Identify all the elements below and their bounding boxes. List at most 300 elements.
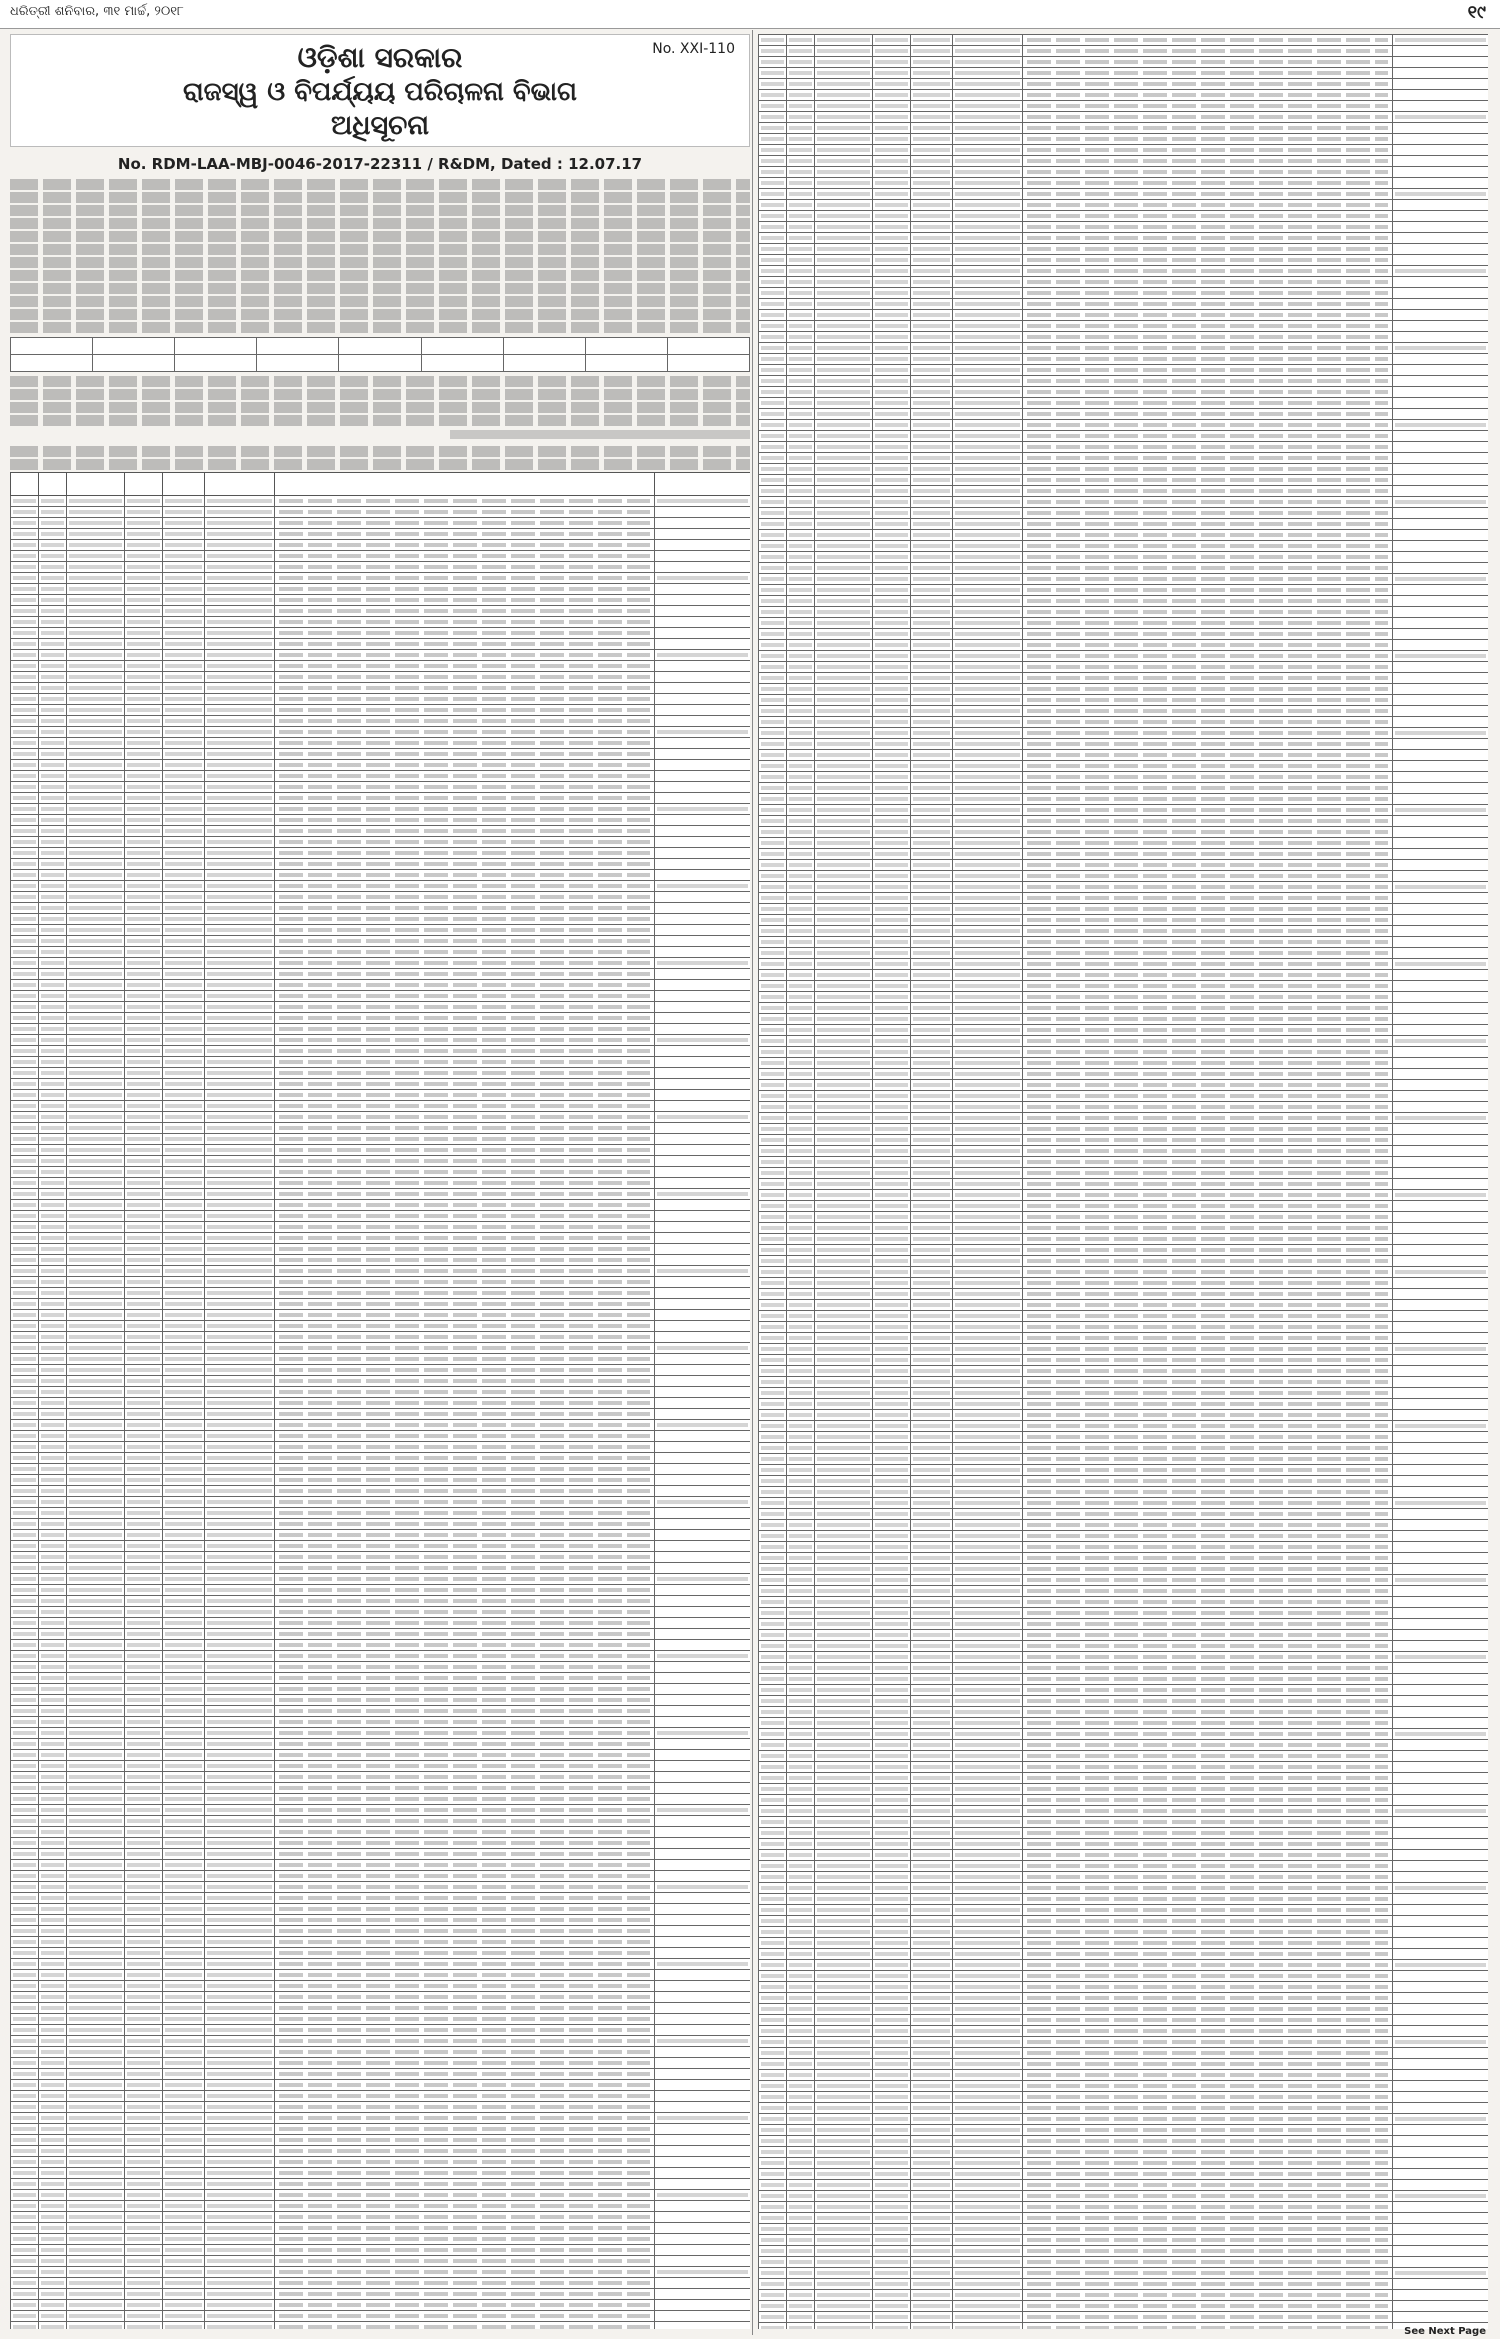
table-row (759, 200, 1489, 211)
table-row (11, 1409, 751, 1420)
table-row (759, 1883, 1489, 1894)
table-row (11, 727, 751, 738)
table-row (11, 562, 751, 573)
table-row (11, 1508, 751, 1519)
table-row (759, 1696, 1489, 1707)
table-row (11, 1882, 751, 1893)
notification-reference: No. RDM-LAA-MBJ-0046-2017-22311 / R&DM, Dated : 12.07.17 (117, 155, 643, 173)
table-row (759, 739, 1489, 750)
table-row (759, 1278, 1489, 1289)
table-row (11, 716, 751, 727)
table-row (11, 1530, 751, 1541)
table-row (11, 1233, 751, 1244)
table-row (759, 409, 1489, 420)
table-row (759, 1421, 1489, 1432)
table-row (759, 2158, 1489, 2169)
table-row (11, 661, 751, 672)
department-title: ରାଜସ୍ୱ ଓ ବିପର୍ଯ୍ୟୟ ପରିଚାଳନା ବିଭାଗ (182, 77, 578, 107)
table-row (759, 651, 1489, 662)
table-row (11, 991, 751, 1002)
table-row (759, 387, 1489, 398)
table-row (759, 2026, 1489, 2037)
table-row (759, 761, 1489, 772)
table-row (759, 2268, 1489, 2279)
table-row (759, 2015, 1489, 2026)
table-row (759, 2224, 1489, 2235)
table-row (759, 1872, 1489, 1883)
table-row (759, 1861, 1489, 1872)
table-row (759, 662, 1489, 673)
table-row (11, 1145, 751, 1156)
table-row (11, 1266, 751, 1277)
table-row (11, 2311, 751, 2322)
table-row (759, 2191, 1489, 2202)
table-row (11, 1926, 751, 1937)
table-row (759, 332, 1489, 343)
table-row (759, 827, 1489, 838)
page-number: ୧୯ (1467, 2, 1486, 23)
table-row (759, 2114, 1489, 2125)
table-row (759, 321, 1489, 332)
table-row (759, 2147, 1489, 2158)
table-row (759, 640, 1489, 651)
notice-footnote-text (10, 376, 750, 426)
table-row (11, 1101, 751, 1112)
table-row (759, 486, 1489, 497)
table-row (11, 837, 751, 848)
table-row (759, 134, 1489, 145)
table-row (759, 376, 1489, 387)
table-row (759, 1564, 1489, 1575)
table-row (759, 420, 1489, 431)
table-row (11, 1134, 751, 1145)
table-row (759, 255, 1489, 266)
table-row (11, 1178, 751, 1189)
table-row (759, 1773, 1489, 1784)
signature-block (10, 430, 750, 442)
table-row (759, 618, 1489, 629)
table-row (759, 1366, 1489, 1377)
table-row (759, 794, 1489, 805)
table-row (759, 552, 1489, 563)
table-row (759, 541, 1489, 552)
table-row (759, 1377, 1489, 1388)
notice-body-text (10, 179, 750, 333)
table-row (759, 1916, 1489, 1927)
table-row (11, 738, 751, 749)
table-row (759, 1014, 1489, 1025)
table-row (759, 1333, 1489, 1344)
table-row (11, 1552, 751, 1563)
table-row (759, 1443, 1489, 1454)
table-row (759, 1124, 1489, 1135)
table-row (759, 1245, 1489, 1256)
table-row (759, 310, 1489, 321)
table-row (759, 1795, 1489, 1806)
table-row (11, 1992, 751, 2003)
table-row (759, 816, 1489, 827)
table-row (11, 1750, 751, 1761)
table-row (11, 826, 751, 837)
table-row (759, 288, 1489, 299)
table-row (11, 1398, 751, 1409)
table-row (759, 981, 1489, 992)
table-row (11, 2322, 751, 2330)
table-row (759, 585, 1489, 596)
table-row (11, 606, 751, 617)
table-row (759, 1498, 1489, 1509)
table-row (11, 1904, 751, 1915)
table-row (11, 1783, 751, 1794)
table-row (759, 2323, 1489, 2330)
table-row (759, 1300, 1489, 1311)
table-row (759, 959, 1489, 970)
table-row (759, 1850, 1489, 1861)
notice-title-block (10, 34, 750, 147)
table-row (759, 1069, 1489, 1080)
table-row (11, 1288, 751, 1299)
table-row (11, 2234, 751, 2245)
table-row (759, 1531, 1489, 1542)
table-row (11, 1827, 751, 1838)
table-row (11, 1541, 751, 1552)
paper-date-line: ଧରିତ୍ରୀ ଶନିବାର, ୩୧ ମାର୍ଚ୍ଚ, ୨୦୧୮ (10, 4, 184, 19)
table-row (759, 1993, 1489, 2004)
table-row (759, 1938, 1489, 1949)
table-row (11, 1200, 751, 1211)
table-row (11, 1189, 751, 1200)
table-row (11, 1794, 751, 1805)
table-row (11, 518, 751, 529)
table-row (759, 1399, 1489, 1410)
table-row (11, 914, 751, 925)
table-row (759, 1608, 1489, 1619)
table-row (11, 1684, 751, 1695)
left-column (10, 34, 750, 2329)
table-row (759, 2301, 1489, 2312)
table-row (759, 1839, 1489, 1850)
table-row (759, 398, 1489, 409)
table-row (11, 1772, 751, 1783)
table-row (11, 1112, 751, 1123)
table-row (759, 1960, 1489, 1971)
table-row (759, 1971, 1489, 1982)
table-row (759, 365, 1489, 376)
table-row (11, 1706, 751, 1717)
table-row (11, 2069, 751, 2080)
table-row (11, 2135, 751, 2146)
table-row (11, 1849, 751, 1860)
table-row (11, 2058, 751, 2069)
table-row (759, 2235, 1489, 2246)
table-row (11, 1563, 751, 1574)
see-next-page: See Next Page (1404, 2326, 1486, 2337)
table-row (759, 189, 1489, 200)
table-row (11, 1321, 751, 1332)
table-row (759, 1168, 1489, 1179)
table-row (11, 1222, 751, 1233)
table-row (11, 1519, 751, 1530)
table-row (759, 1762, 1489, 1773)
table-row (11, 1860, 751, 1871)
table-row (759, 453, 1489, 464)
table-row (759, 1157, 1489, 1168)
table-row (11, 1629, 751, 1640)
table-row (759, 860, 1489, 871)
table-row (11, 1453, 751, 1464)
table-row (11, 2300, 751, 2311)
table-row (11, 496, 751, 507)
table-row (759, 1751, 1489, 1762)
table-row (11, 1662, 751, 1673)
table-row (759, 1091, 1489, 1102)
table-row (759, 970, 1489, 981)
table-row (11, 2179, 751, 2190)
table-row (759, 1267, 1489, 1278)
table-row (759, 1289, 1489, 1300)
table-row (759, 2092, 1489, 2103)
table-row (759, 1817, 1489, 1828)
table-row (759, 1212, 1489, 1223)
table-row (759, 222, 1489, 233)
table-row (11, 1167, 751, 1178)
table-row (11, 595, 751, 606)
table-row (11, 793, 751, 804)
table-row (759, 1729, 1489, 1740)
table-row (759, 2081, 1489, 2092)
table-row (759, 1663, 1489, 1674)
table-row (759, 805, 1489, 816)
table-row (759, 871, 1489, 882)
table-row (11, 1618, 751, 1629)
table-row (11, 705, 751, 716)
table-row (11, 925, 751, 936)
table-row (759, 684, 1489, 695)
table-row (11, 782, 751, 793)
table-row (759, 915, 1489, 926)
table-row (11, 1871, 751, 1882)
table-row (11, 584, 751, 595)
table-row (759, 266, 1489, 277)
table-row (11, 2124, 751, 2135)
table-row (11, 1937, 751, 1948)
table-row (759, 1135, 1489, 1146)
table-row (759, 1553, 1489, 1564)
table-row (759, 1201, 1489, 1212)
table-row (11, 2102, 751, 2113)
table-row (11, 1442, 751, 1453)
table-row (11, 650, 751, 661)
table-row (11, 1024, 751, 1035)
table-row (759, 574, 1489, 585)
table-row (759, 1520, 1489, 1531)
table-row (759, 2290, 1489, 2301)
table-row (759, 948, 1489, 959)
table-row (759, 904, 1489, 915)
table-row (759, 1674, 1489, 1685)
table-row (759, 79, 1489, 90)
table-row (759, 145, 1489, 156)
table-row (759, 893, 1489, 904)
table-row (759, 1465, 1489, 1476)
table-row (11, 2256, 751, 2267)
table-row (759, 1322, 1489, 1333)
table-row (759, 1949, 1489, 1960)
notification-title: ଅଧିସୂଚନା (330, 110, 430, 141)
table-row (11, 1002, 751, 1013)
table-row (11, 507, 751, 518)
table-row (759, 1355, 1489, 1366)
column-divider (752, 30, 753, 2335)
table-row (759, 937, 1489, 948)
table-row (759, 1641, 1489, 1652)
page-header (0, 0, 1500, 29)
table-row (759, 1410, 1489, 1421)
table-row (11, 1343, 751, 1354)
table-row (11, 1761, 751, 1772)
table-row (759, 431, 1489, 442)
table-row (11, 1156, 751, 1167)
table-row (11, 1310, 751, 1321)
table-row (11, 804, 751, 815)
government-title: ଓଡ଼ିଶା ସରକାର (297, 41, 463, 74)
table-row (759, 299, 1489, 310)
table-row (759, 1344, 1489, 1355)
table-row (759, 2257, 1489, 2268)
table-row (11, 980, 751, 991)
table-row (759, 2202, 1489, 2213)
table-row (11, 1948, 751, 1959)
table-row (759, 68, 1489, 79)
table-row (11, 947, 751, 958)
table-row (759, 123, 1489, 134)
table-row (11, 1431, 751, 1442)
table-row (11, 859, 751, 870)
table-row (759, 750, 1489, 761)
table-row (11, 1057, 751, 1068)
table-row (759, 101, 1489, 112)
table-row (759, 1311, 1489, 1322)
table-row (759, 2312, 1489, 2323)
table-row (11, 936, 751, 947)
table-row (11, 760, 751, 771)
table-row (11, 1915, 751, 1926)
table-row (759, 2070, 1489, 2081)
table-row (11, 2289, 751, 2300)
table-row (759, 1102, 1489, 1113)
table-row (11, 1013, 751, 1024)
table-row (759, 2136, 1489, 2147)
table-row (11, 1673, 751, 1684)
table-row (11, 551, 751, 562)
table-row (759, 1542, 1489, 1553)
table-row (11, 2190, 751, 2201)
table-row (11, 1068, 751, 1079)
table-row (11, 1255, 751, 1266)
land-schedule-table-right (758, 34, 1488, 2329)
table-row (11, 1981, 751, 1992)
table-row (759, 1047, 1489, 1058)
table-row (759, 673, 1489, 684)
table-row (759, 2004, 1489, 2015)
table-row (759, 1003, 1489, 1014)
table-row (11, 2201, 751, 2212)
table-row (759, 1476, 1489, 1487)
table-row (11, 1574, 751, 1585)
table-row (11, 672, 751, 683)
table-row (11, 2003, 751, 2014)
table-row (11, 529, 751, 540)
table-row (759, 1685, 1489, 1696)
table-row (759, 1432, 1489, 1443)
table-row (11, 1486, 751, 1497)
summary-table (10, 337, 750, 372)
table-row (759, 2279, 1489, 2290)
table-row (11, 1596, 751, 1607)
table-row (11, 2080, 751, 2091)
table-row (11, 1299, 751, 1310)
table-row (759, 772, 1489, 783)
table-row (759, 112, 1489, 123)
table-row (759, 1036, 1489, 1047)
table-row (11, 2245, 751, 2256)
table-row (11, 2157, 751, 2168)
table-row (759, 1487, 1489, 1498)
table-row (759, 1597, 1489, 1608)
table-row (11, 1585, 751, 1596)
table-row (11, 1387, 751, 1398)
table-row (11, 628, 751, 639)
table-row (759, 783, 1489, 794)
table-row (759, 277, 1489, 288)
table-row (759, 2246, 1489, 2257)
table-row (759, 475, 1489, 486)
table-row (11, 694, 751, 705)
table-row (759, 2059, 1489, 2070)
table-row (759, 1828, 1489, 1839)
table-row (11, 958, 751, 969)
table-row (11, 892, 751, 903)
table-row (759, 2180, 1489, 2191)
table-row (759, 1025, 1489, 1036)
table-row (759, 1113, 1489, 1124)
table-row (759, 519, 1489, 530)
table-row (759, 1619, 1489, 1630)
table-row (759, 46, 1489, 57)
table-row (759, 1146, 1489, 1157)
table-row (759, 1080, 1489, 1091)
table-row (11, 1046, 751, 1057)
table-row (759, 90, 1489, 101)
table-row (759, 1586, 1489, 1597)
table-row (759, 1234, 1489, 1245)
table-row (759, 2125, 1489, 2136)
table-row (11, 1717, 751, 1728)
table-row (759, 497, 1489, 508)
table-row (759, 1575, 1489, 1586)
land-schedule-table-left (10, 472, 750, 2329)
right-column (758, 34, 1488, 2329)
table-row (11, 683, 751, 694)
table-row (11, 1640, 751, 1651)
table-row (11, 1739, 751, 1750)
table-row (759, 695, 1489, 706)
table-row (11, 1651, 751, 1662)
table-row (759, 1894, 1489, 1905)
table-row (759, 354, 1489, 365)
table-row (759, 1806, 1489, 1817)
table-row (759, 1652, 1489, 1663)
